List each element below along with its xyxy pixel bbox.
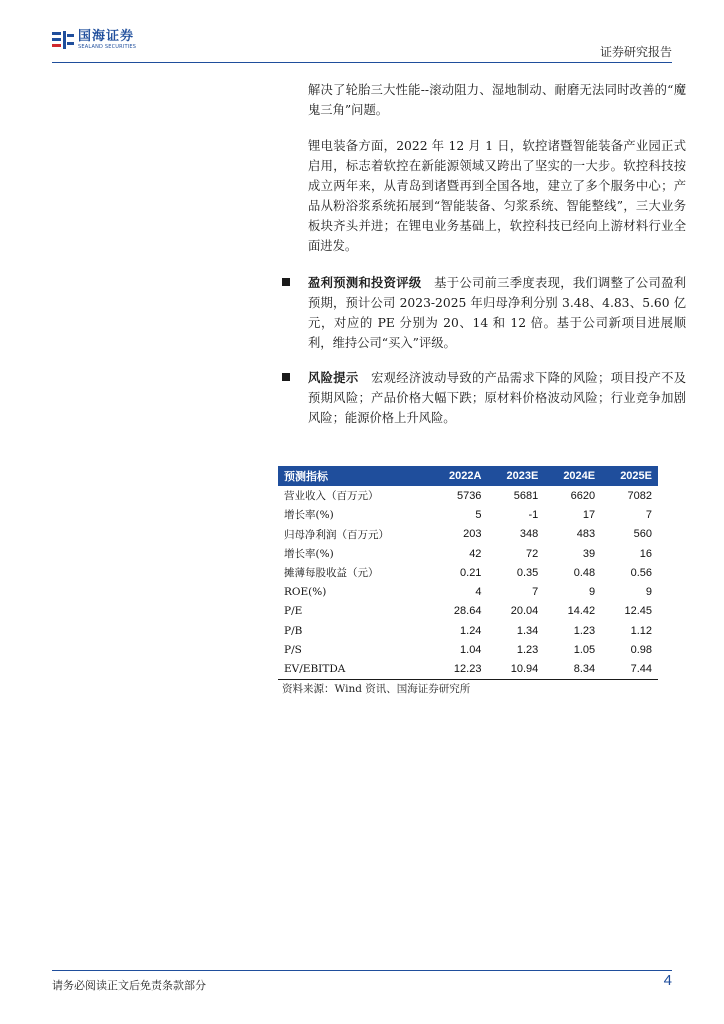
table-row xyxy=(278,582,658,601)
table-row-label: 增长率(%) xyxy=(284,548,334,561)
table-cell: -1 xyxy=(528,508,539,521)
page-header xyxy=(0,0,724,64)
table-header-cell: 预测指标 xyxy=(278,466,430,486)
table-cell: 10.94 xyxy=(487,660,544,680)
bullet-earnings-forecast xyxy=(282,273,686,353)
table-cell: 348 xyxy=(519,528,539,541)
paragraph-tire-performance: 解决了轮胎三大性能--滚动阻力、湿地制动、耐磨无法同时改善的“魔鬼三角”问题。 xyxy=(308,83,686,117)
table-cell: 0.98 xyxy=(630,644,652,657)
table-cell: 1.12 xyxy=(630,624,652,637)
table-cell: 7.44 xyxy=(601,660,658,680)
table-cell: 5736 xyxy=(456,489,482,502)
table-cell: 39 xyxy=(582,547,596,560)
table-cell: 12.45 xyxy=(624,605,652,618)
table-cell: 9 xyxy=(589,586,596,599)
table-cell: 483 xyxy=(576,528,596,541)
table-cell: 0.48 xyxy=(573,566,596,579)
sealand-logo-icon xyxy=(52,30,74,50)
table-cell: 5681 xyxy=(513,489,539,502)
bullet-square-icon xyxy=(282,373,290,381)
table-cell: 20.04 xyxy=(510,605,539,618)
table-row xyxy=(278,621,658,640)
forecast-table xyxy=(278,466,658,680)
table-row-label: ROE(%) xyxy=(284,586,327,599)
table-header-row xyxy=(278,466,658,486)
table-header-cell: 2024E xyxy=(544,466,601,486)
table-cell: 72 xyxy=(526,547,539,560)
table-row-label: 营业收入（百万元） xyxy=(284,490,379,503)
table-row xyxy=(278,525,658,544)
table-cell: 560 xyxy=(633,528,652,541)
table-row-label: 归母净利润（百万元） xyxy=(284,528,389,541)
header-divider xyxy=(52,62,672,63)
footer-divider xyxy=(52,970,672,971)
table-cell: 4 xyxy=(475,586,482,599)
table-row-label: 摊薄每股收益（元） xyxy=(284,567,379,580)
table-cell: 8.34 xyxy=(544,660,601,680)
table-cell: 1.23 xyxy=(573,624,596,637)
logo-name-en: SEALAND SECURITIES xyxy=(78,44,137,50)
table-header-cell: 2023E xyxy=(487,466,544,486)
table-cell: 1.34 xyxy=(516,624,539,637)
table-cell: 1.04 xyxy=(460,644,482,657)
table-cell: 17 xyxy=(582,508,596,521)
table-row-label: P/B xyxy=(284,624,303,637)
table-row-label: EV/EBITDA xyxy=(278,660,430,680)
table-cell: 42 xyxy=(469,547,482,560)
table-cell: 7 xyxy=(532,586,539,599)
table-row-label: P/S xyxy=(284,644,302,657)
table-row xyxy=(278,486,658,505)
table-cell: 9 xyxy=(645,586,652,599)
table-row-label: P/E xyxy=(284,605,303,618)
table-cell: 0.56 xyxy=(630,566,652,579)
table-row xyxy=(278,660,658,680)
bullet-heading: 盈利预测和投资评级 xyxy=(308,275,422,290)
bullet-square-icon xyxy=(282,278,290,286)
table-row xyxy=(278,640,658,659)
table-header-cell: 2022A xyxy=(430,466,488,486)
table-cell: 1.23 xyxy=(516,644,539,657)
paragraph-lithium-equipment: 锂电装备方面，2022 年 12 月 1 日，软控诸暨智能装备产业园正式启用，标志着软控在新能源领域又跨出了坚实的一大步。软控科技按成立两年来，从青岛到诸暨再到全国各地，建立了多个服务中心；产品从粉浴浆系统拓展到“智能装备、匀浆系统、智能整线”，三大业务板块齐头并进；在锂电业务基础上，软控科技已经向上游材料行业全面进发。 xyxy=(308,139,686,253)
table-cell: 0.35 xyxy=(516,566,539,579)
table-cell: 16 xyxy=(639,547,652,560)
table-cell: 6620 xyxy=(570,489,596,502)
table-source-note: 资料来源：Wind 资讯、国海证券研究所 xyxy=(282,683,471,695)
table-row-label: 增长率(%) xyxy=(284,509,334,522)
page-number: 4 xyxy=(663,972,672,989)
table-cell: 0.21 xyxy=(460,566,482,579)
table-cell: 14.42 xyxy=(567,605,596,618)
table-cell: 5 xyxy=(475,508,482,521)
footer-disclaimer: 请务必阅读正文后免责条款部分 xyxy=(52,979,206,992)
table-row xyxy=(278,563,658,582)
table-row xyxy=(278,505,658,524)
table-header-cell: 2025E xyxy=(601,466,658,486)
table-row xyxy=(278,602,658,621)
table-cell: 7 xyxy=(645,508,652,521)
logo xyxy=(52,30,136,50)
table-row xyxy=(278,544,658,563)
table-cell: 28.64 xyxy=(453,605,482,618)
table-cell: 203 xyxy=(463,528,482,541)
table-cell: 7082 xyxy=(627,489,652,502)
report-type-label: 证券研究报告 xyxy=(599,45,672,59)
bullet-text: 宏观经济波动导致的产品需求下降的风险；项目投产不及预期风险；产品价格大幅下跌；原材料价格波动风险；行业竞争加剧风险；能源价格上升风险。 xyxy=(308,371,686,425)
table-cell: 1.24 xyxy=(460,624,482,637)
bullet-risk-warning xyxy=(282,368,686,428)
logo-name-cn: 国海证券 xyxy=(78,29,135,44)
table-cell: 1.05 xyxy=(573,644,596,657)
bullet-heading: 风险提示 xyxy=(308,370,359,385)
bullet-text: 基于公司前三季度表现，我们调整了公司盈利预期，预计公司 2023-2025 年归母净利分别 3.48、4.83、5.60 亿元，对应的 PE 分别为 20、14 和 12 倍。基于公司新项目进展顺利，维持公司“买入”评级。 xyxy=(308,276,686,350)
table-cell: 12.23 xyxy=(430,660,488,680)
